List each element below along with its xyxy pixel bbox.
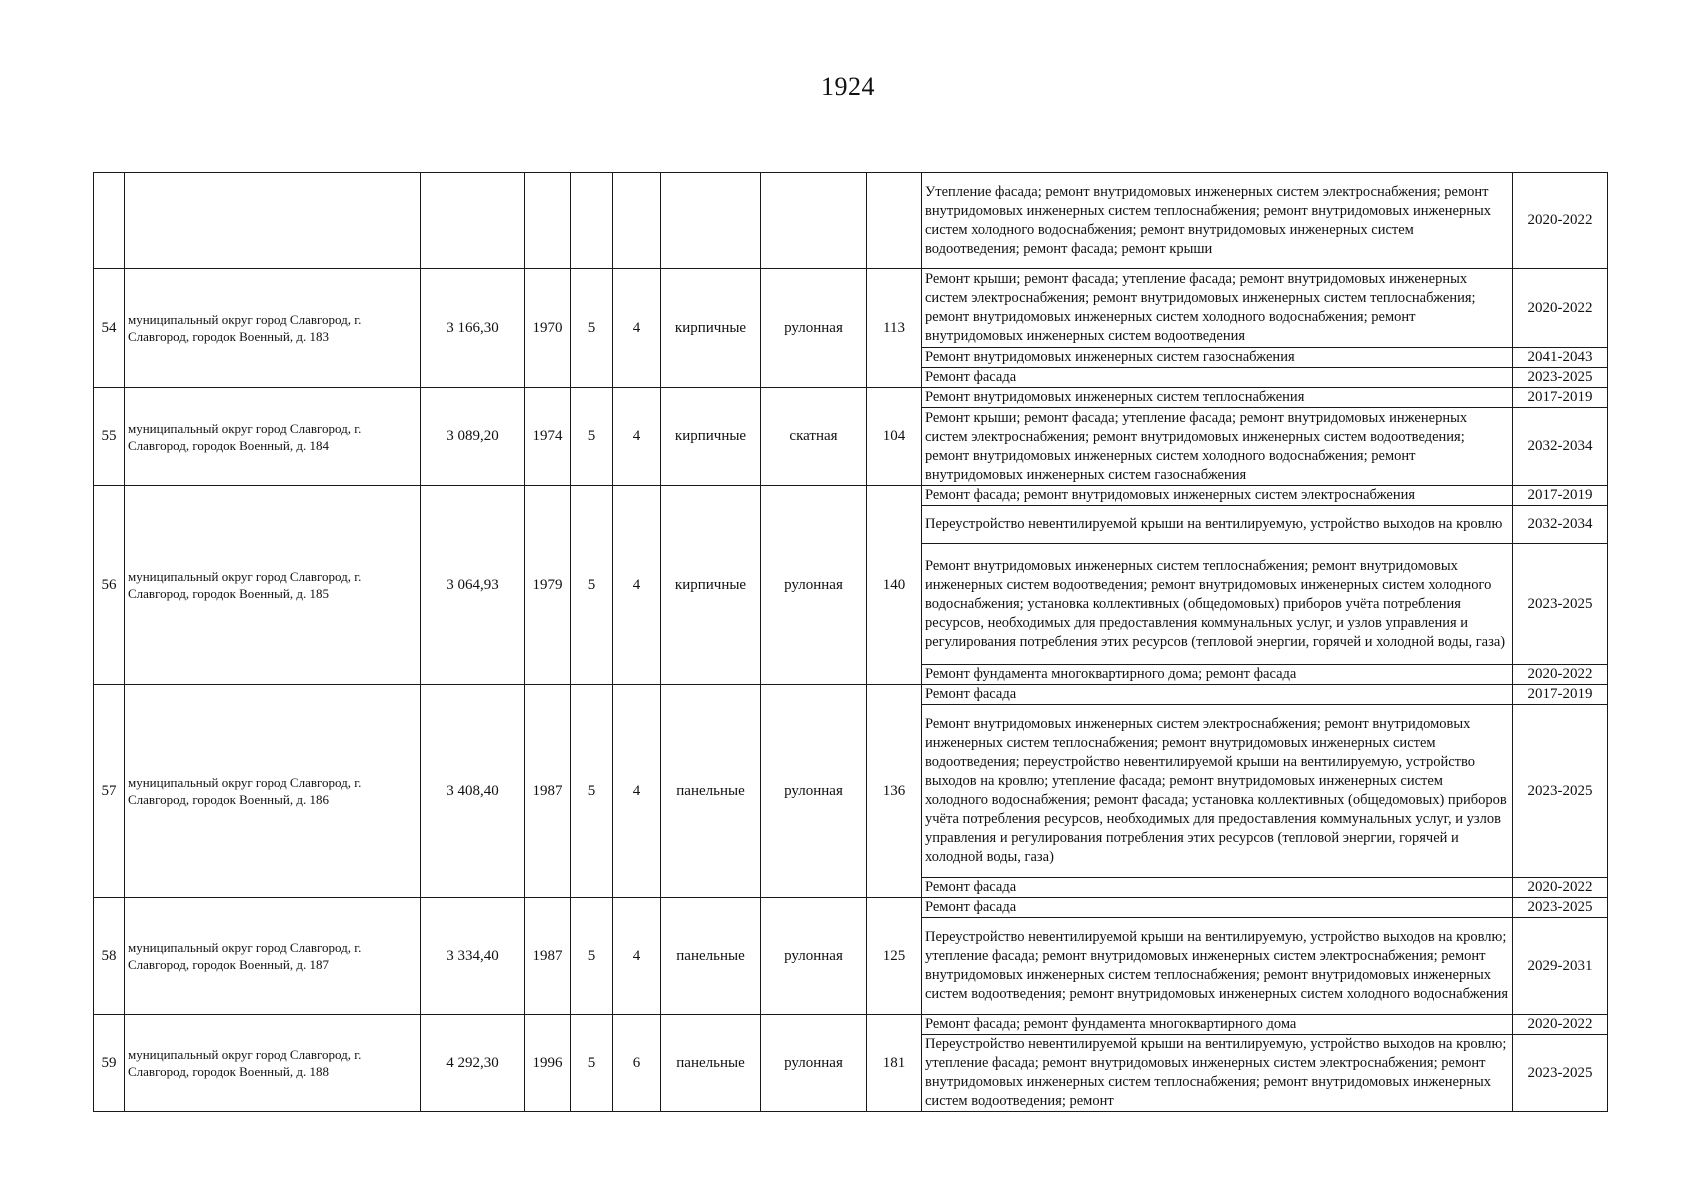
- work-description: Ремонт крыши; ремонт фасада; утепление фасада; ремонт внутридомовых инженерных систем электроснабжения; ремонт внутридомовых инженерных систем водоотведения; ремонт внутридомовых инженерных систем холодного водоснабжения; ремонт внутридомовых инженерных систем газоснабжения: [922, 408, 1513, 486]
- work-period: 2032-2034: [1513, 408, 1608, 486]
- empty-cell: [421, 173, 525, 269]
- work-description: Ремонт фасада: [922, 878, 1513, 898]
- work-description: Переустройство невентилируемой крыши на вентилируемую, устройство выходов на кровлю: [922, 506, 1513, 544]
- work-period: 2017-2019: [1513, 388, 1608, 408]
- work-description: Ремонт крыши; ремонт фасада; утепление фасада; ремонт внутридомовых инженерных систем электроснабжения; ремонт внутридомовых инженерных систем теплоснабжения; ремонт внутридомовых инженерных систем холодного водоснабжения; ремонт внутридомовых инженерных систем водоотведения: [922, 269, 1513, 348]
- empty-cell: [125, 173, 421, 269]
- year-cell: 1970: [525, 269, 571, 388]
- floors-cell: 5: [571, 486, 613, 685]
- entrances-cell: 4: [613, 685, 661, 898]
- empty-cell: [571, 173, 613, 269]
- row-number: 58: [94, 898, 125, 1015]
- empty-cell: [525, 173, 571, 269]
- walls-material-cell: кирпичные: [661, 486, 761, 685]
- area-cell: 3 064,93: [421, 486, 525, 685]
- row-number: 59: [94, 1015, 125, 1112]
- table-row: [94, 1015, 1608, 1035]
- residents-cell: 181: [867, 1015, 922, 1112]
- residents-cell: 104: [867, 388, 922, 486]
- year-cell: 1979: [525, 486, 571, 685]
- work-period: 2023-2025: [1513, 705, 1608, 878]
- entrances-cell: 4: [613, 269, 661, 388]
- address-cell: муниципальный округ город Славгород, г. Славгород, городок Военный, д. 186: [125, 685, 421, 898]
- work-description: Ремонт фасада; ремонт внутридомовых инженерных систем электроснабжения: [922, 486, 1513, 506]
- year-cell: 1974: [525, 388, 571, 486]
- roof-type-cell: рулонная: [761, 486, 867, 685]
- walls-material-cell: кирпичные: [661, 388, 761, 486]
- empty-cell: [761, 173, 867, 269]
- empty-cell: [94, 173, 125, 269]
- table-body: [94, 173, 1608, 1112]
- work-period: 2020-2022: [1513, 878, 1608, 898]
- floors-cell: 5: [571, 1015, 613, 1112]
- residents-cell: 113: [867, 269, 922, 388]
- work-description: Переустройство невентилируемой крыши на вентилируемую, устройство выходов на кровлю; утепление фасада; ремонт внутридомовых инженерных систем электроснабжения; ремонт внутридомовых инженерных систем теплоснабжения; ремонт внутридомовых инженерных систем водоотведения; ремонт внутридомовых инженерных систем холодного водоснабжения: [922, 918, 1513, 1015]
- work-description: Ремонт внутридомовых инженерных систем теплоснабжения: [922, 388, 1513, 408]
- residents-cell: 136: [867, 685, 922, 898]
- walls-material-cell: панельные: [661, 1015, 761, 1112]
- work-period: 2020-2022: [1513, 1015, 1608, 1035]
- work-period: 2020-2022: [1513, 173, 1608, 269]
- year-cell: 1987: [525, 898, 571, 1015]
- area-cell: 3 408,40: [421, 685, 525, 898]
- housing-repair-table: [93, 172, 1608, 1112]
- table-row: [94, 269, 1608, 348]
- floors-cell: 5: [571, 269, 613, 388]
- empty-cell: [867, 173, 922, 269]
- roof-type-cell: рулонная: [761, 898, 867, 1015]
- roof-type-cell: рулонная: [761, 269, 867, 388]
- work-period: 2023-2025: [1513, 544, 1608, 665]
- work-period: 2017-2019: [1513, 486, 1608, 506]
- table-row: [94, 685, 1608, 705]
- address-cell: муниципальный округ город Славгород, г. Славгород, городок Военный, д. 184: [125, 388, 421, 486]
- floors-cell: 5: [571, 898, 613, 1015]
- work-description: Ремонт внутридомовых инженерных систем теплоснабжения; ремонт внутридомовых инженерных систем водоотведения; ремонт внутридомовых инженерных систем холодного водоснабжения; установка коллективных (общедомовых) приборов учёта потребления ресурсов, необходимых для предоставления коммунальных услуг, и узлов управления и регулирования потребления этих ресурсов (тепловой энергии, горячей и холодной воды, газа): [922, 544, 1513, 665]
- work-description: Ремонт фундамента многоквартирного дома; ремонт фасада: [922, 665, 1513, 685]
- work-period: 2023-2025: [1513, 368, 1608, 388]
- work-description: Ремонт фасада: [922, 368, 1513, 388]
- roof-type-cell: рулонная: [761, 1015, 867, 1112]
- floors-cell: 5: [571, 388, 613, 486]
- year-cell: 1996: [525, 1015, 571, 1112]
- work-period: 2023-2025: [1513, 1035, 1608, 1112]
- residents-cell: 140: [867, 486, 922, 685]
- row-number: 57: [94, 685, 125, 898]
- table-row: [94, 388, 1608, 408]
- address-cell: муниципальный округ город Славгород, г. Славгород, городок Военный, д. 185: [125, 486, 421, 685]
- work-period: 2020-2022: [1513, 665, 1608, 685]
- floors-cell: 5: [571, 685, 613, 898]
- row-number: 55: [94, 388, 125, 486]
- work-period: 2017-2019: [1513, 685, 1608, 705]
- roof-type-cell: скатная: [761, 388, 867, 486]
- row-number: 56: [94, 486, 125, 685]
- row-number: 54: [94, 269, 125, 388]
- residents-cell: 125: [867, 898, 922, 1015]
- year-cell: 1987: [525, 685, 571, 898]
- work-description: Утепление фасада; ремонт внутридомовых инженерных систем электроснабжения; ремонт внутридомовых инженерных систем теплоснабжения; ремонт внутридомовых инженерных систем холодного водоснабжения; ремонт внутридомовых инженерных систем водоотведения; ремонт фасада; ремонт крыши: [922, 173, 1513, 269]
- work-description: Ремонт фасада: [922, 898, 1513, 918]
- work-period: 2020-2022: [1513, 269, 1608, 348]
- work-period: 2032-2034: [1513, 506, 1608, 544]
- address-cell: муниципальный округ город Славгород, г. Славгород, городок Военный, д. 187: [125, 898, 421, 1015]
- area-cell: 4 292,30: [421, 1015, 525, 1112]
- empty-cell: [661, 173, 761, 269]
- empty-cell: [613, 173, 661, 269]
- roof-type-cell: рулонная: [761, 685, 867, 898]
- work-period: 2029-2031: [1513, 918, 1608, 1015]
- area-cell: 3 089,20: [421, 388, 525, 486]
- work-period: 2023-2025: [1513, 898, 1608, 918]
- entrances-cell: 4: [613, 388, 661, 486]
- work-description: Ремонт фасада: [922, 685, 1513, 705]
- entrances-cell: 6: [613, 1015, 661, 1112]
- area-cell: 3 166,30: [421, 269, 525, 388]
- area-cell: 3 334,40: [421, 898, 525, 1015]
- walls-material-cell: панельные: [661, 898, 761, 1015]
- table-row: [94, 898, 1608, 918]
- work-description: Ремонт фасада; ремонт фундамента многоквартирного дома: [922, 1015, 1513, 1035]
- work-period: 2041-2043: [1513, 348, 1608, 368]
- address-cell: муниципальный округ город Славгород, г. Славгород, городок Военный, д. 183: [125, 269, 421, 388]
- walls-material-cell: панельные: [661, 685, 761, 898]
- walls-material-cell: кирпичные: [661, 269, 761, 388]
- continuation-row: [94, 173, 1608, 269]
- entrances-cell: 4: [613, 898, 661, 1015]
- entrances-cell: 4: [613, 486, 661, 685]
- work-description: Ремонт внутридомовых инженерных систем электроснабжения; ремонт внутридомовых инженерных систем теплоснабжения; ремонт внутридомовых инженерных систем водоотведения; переустройство невентилируемой крыши на вентилируемую, устройство выходов на кровлю; утепление фасада; ремонт внутридомовых инженерных систем холодного водоснабжения; ремонт фасада; установка коллективных (общедомовых) приборов учёта потребления ресурсов, необходимых для предоставления коммунальных услуг, и узлов управления и регулирования потребления этих ресурсов (тепловой энергии, горячей и холодной воды, газа): [922, 705, 1513, 878]
- work-description: Переустройство невентилируемой крыши на вентилируемую, устройство выходов на кровлю; утепление фасада; ремонт внутридомовых инженерных систем электроснабжения; ремонт внутридомовых инженерных систем теплоснабжения; ремонт внутридомовых инженерных систем водоотведения; ремонт: [922, 1035, 1513, 1112]
- table-row: [94, 486, 1608, 506]
- page-number: 1924: [821, 72, 875, 101]
- work-description: Ремонт внутридомовых инженерных систем газоснабжения: [922, 348, 1513, 368]
- address-cell: муниципальный округ город Славгород, г. Славгород, городок Военный, д. 188: [125, 1015, 421, 1112]
